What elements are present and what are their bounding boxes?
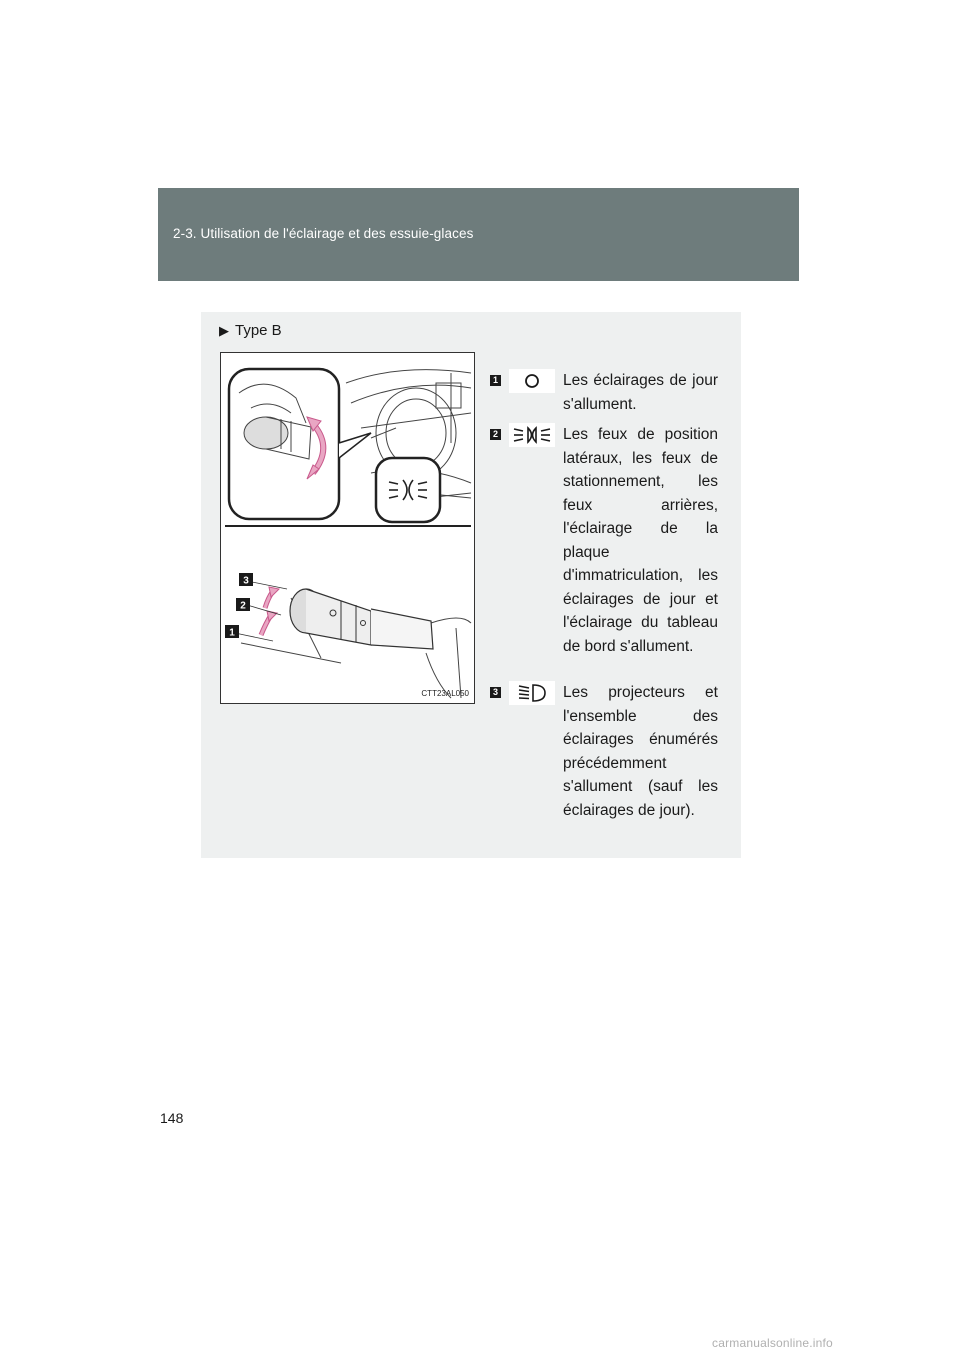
figure-code: CTT23AL050 bbox=[421, 689, 469, 698]
type-label bbox=[219, 322, 282, 339]
callout-1: 1 bbox=[229, 627, 235, 639]
section-title: 2-3. Utilisation de l'éclairage et des essuie-glaces bbox=[173, 226, 474, 241]
light-switch-illustration bbox=[220, 352, 475, 704]
type-label-text: Type B bbox=[235, 322, 282, 339]
item-number-badge: 1 bbox=[490, 375, 501, 386]
item-description: Les feux de position latéraux, les feux de stationnement, les feux arrières, l'éclairage de la plaque d'immatriculation, les éclairages de jour et l'éclairage du tableau de bord s'allument. bbox=[563, 426, 718, 655]
item-description: Les projecteurs et l'ensemble des éclairages énumérés précédemment s'allument (sauf les éclairages de jour). bbox=[563, 684, 718, 819]
page-number: 148 bbox=[160, 1110, 184, 1126]
daytime-running-light-icon bbox=[509, 369, 555, 393]
watermark: carmanualsonline.info bbox=[712, 1336, 833, 1350]
callout-2: 2 bbox=[240, 600, 246, 612]
position-lights-icon bbox=[509, 423, 555, 447]
headlight-icon bbox=[509, 681, 555, 705]
item-number-badge: 3 bbox=[490, 687, 501, 698]
callout-3: 3 bbox=[243, 575, 249, 587]
item-description: Les éclairages de jour s'allument. bbox=[563, 372, 718, 413]
play-arrow-icon: ▶ bbox=[219, 323, 229, 338]
item-number-badge: 2 bbox=[490, 429, 501, 440]
illustration-drawing bbox=[221, 353, 476, 705]
